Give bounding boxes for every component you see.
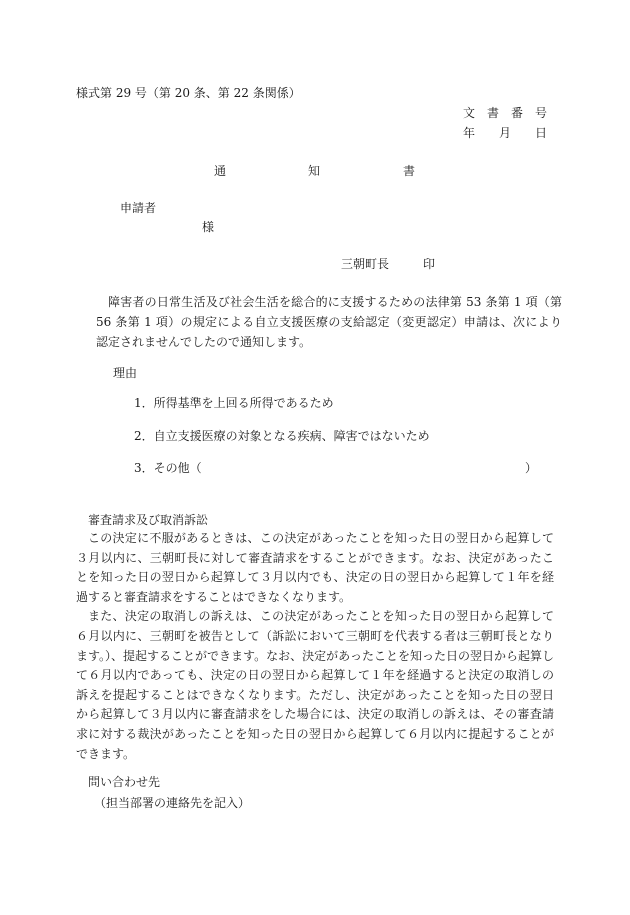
reason-item-3 (134, 459, 202, 476)
honorific: 様 (202, 220, 215, 234)
issuer-name: 三朝町長 (341, 257, 390, 271)
reason-number: 3． (134, 461, 154, 475)
reason-text: 所得基準を上回る所得であるため (153, 396, 334, 410)
title-char-1: 通 (214, 164, 227, 178)
title-char-3: 書 (403, 164, 416, 178)
intro-paragraph (96, 292, 562, 352)
contact-heading: 問い合わせ先 (88, 775, 161, 789)
reason-heading: 理由 (113, 366, 138, 380)
reason-text: 自立支援医療の対象となる疾病、障害ではないため (153, 429, 430, 443)
contact-note: （担当部署の連絡先を記入） (94, 796, 251, 810)
document-number-label: 文 書 番 号 (463, 106, 548, 120)
reason-other-close: ） (525, 461, 538, 475)
appeal-paragraph-2: また、決定の取消しの訴えは、この決定があったことを知った日の翌日から起算して６月以内に、三朝町を被告として（訴訟において三朝町を代表する者は三朝町長となります。）、提起することができます。なお、決定があったことを知った日の翌日から起算して６月以内であっても、決定の日の翌日から起算して１年を経過すると決定の取消しの訴えを提起することはできなくなります。ただし、決定があったことを知った日の翌日から起算して３月以内に審査請求をした場合には、決定の取消しの訴えは、その審査請求に対する裁決があったことを知った日の翌日から起算して６月以内に提起することができます。 (76, 609, 554, 761)
intro-text: 障害者の日常生活及び社会生活を総合的に支援するための法律第 53 条第 1 項（第 56 条第 1 項）の規定による自立支援医療の支給認定（変更認定）申請は、次により認定されませんでしたので通知します。 (96, 295, 562, 349)
appeal-heading: 審査請求及び取消訴訟 (88, 513, 209, 527)
reason-item-2 (134, 427, 430, 444)
reason-number: 2． (134, 429, 154, 443)
title-char-2: 知 (308, 164, 321, 178)
appeal-paragraph-1: この決定に不服があるときは、この決定があったことを知った日の翌日から起算して３月以内に、三朝町長に対して審査請求をすることができます。なお、決定があったことを知った日の翌日から起算して３月以内でも、決定の日の翌日から起算して１年を経過すると審査請求をすることはできなくなります。 (76, 531, 554, 604)
date-label: 年 月 日 (463, 126, 548, 140)
appeal-section (76, 529, 554, 764)
form-number: 様式第 29 号（第 20 条、第 22 条関係） (76, 86, 301, 100)
reason-item-1 (134, 394, 334, 411)
applicant-label: 申請者 (120, 201, 157, 215)
reason-text: その他（ (153, 461, 202, 475)
seal-mark: 印 (423, 257, 436, 271)
reason-number: 1． (134, 396, 154, 410)
